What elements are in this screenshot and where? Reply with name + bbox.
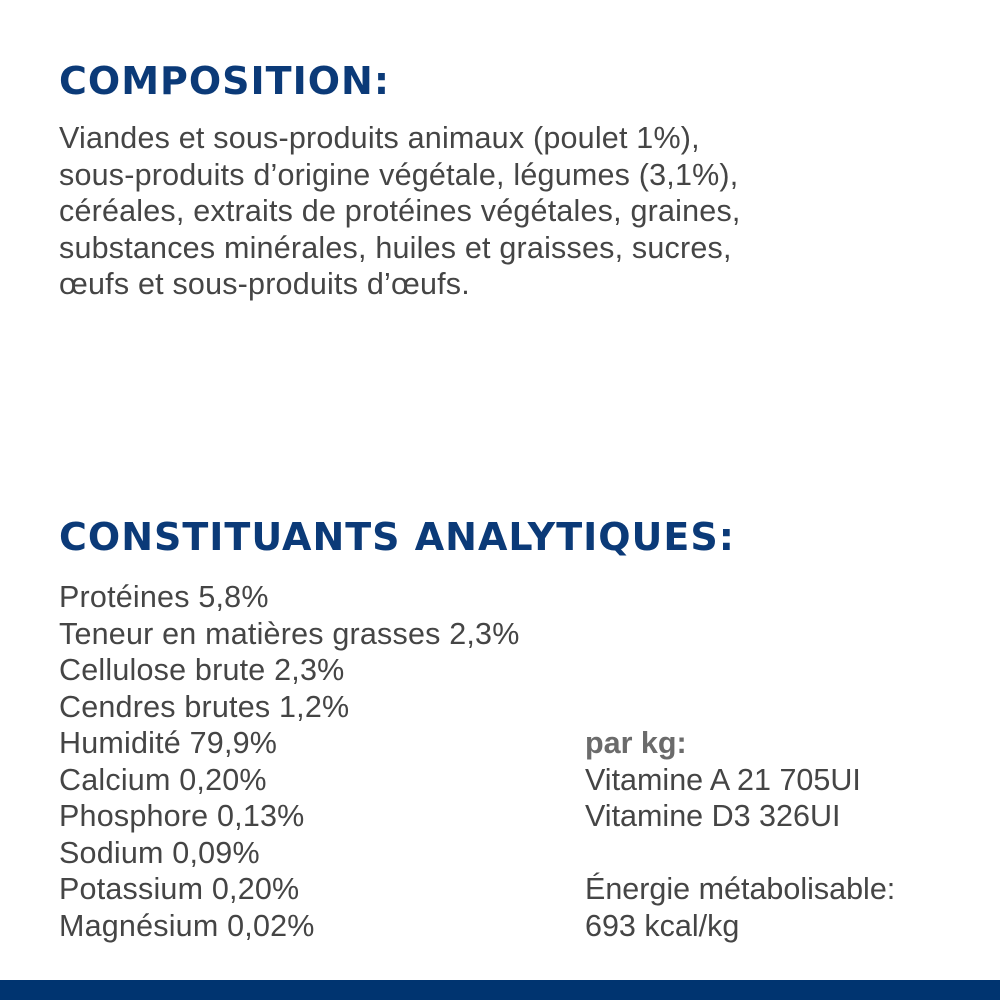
bottom-brand-bar xyxy=(0,980,1000,1000)
constituent-item-humidite: Humidité 79,9% xyxy=(59,726,278,760)
constituent-item-matieres-grasses: Teneur en matières grasses 2,3% xyxy=(59,616,520,651)
analytical-constituents-list xyxy=(59,579,520,944)
analytical-constituents-heading: CONSTITUANTS ANALYTIQUES: xyxy=(59,515,735,559)
spacer xyxy=(585,835,895,872)
composition-line: œufs et sous-produits d’œufs. xyxy=(59,267,470,301)
composition-line: céréales, extraits de protéines végétales, graines, xyxy=(59,194,741,228)
constituent-item-calcium: Calcium 0,20% xyxy=(59,762,267,797)
constituent-item-magnesium: Magnésium 0,02% xyxy=(59,908,315,943)
constituent-item-potassium: Potassium 0,20% xyxy=(59,872,300,906)
per-kg-label: par kg: xyxy=(585,726,687,760)
composition-heading: COMPOSITION: xyxy=(59,59,391,103)
constituent-item-sodium: Sodium 0,09% xyxy=(59,835,260,870)
composition-line: substances minérales, huiles et graisses, sucres, xyxy=(59,230,732,265)
energy-value: 693 kcal/kg xyxy=(585,908,740,943)
composition-line: Viandes et sous-produits animaux (poulet 1%), xyxy=(59,121,700,155)
constituent-item-cellulose-brute: Cellulose brute 2,3% xyxy=(59,653,345,687)
vitamin-a-value: Vitamine A 21 705UI xyxy=(585,762,861,797)
constituent-item-phosphore: Phosphore 0,13% xyxy=(59,799,305,833)
composition-line: sous-produits d’origine végétale, légumes (3,1%), xyxy=(59,157,739,192)
constituent-item-cendres-brutes: Cendres brutes 1,2% xyxy=(59,689,350,724)
vitamin-d3-value: Vitamine D3 326UI xyxy=(585,799,841,833)
per-kg-block xyxy=(585,725,895,944)
composition-text xyxy=(59,120,959,303)
energy-label: Énergie métabolisable: xyxy=(585,872,896,906)
constituent-item-proteines: Protéines 5,8% xyxy=(59,580,269,614)
